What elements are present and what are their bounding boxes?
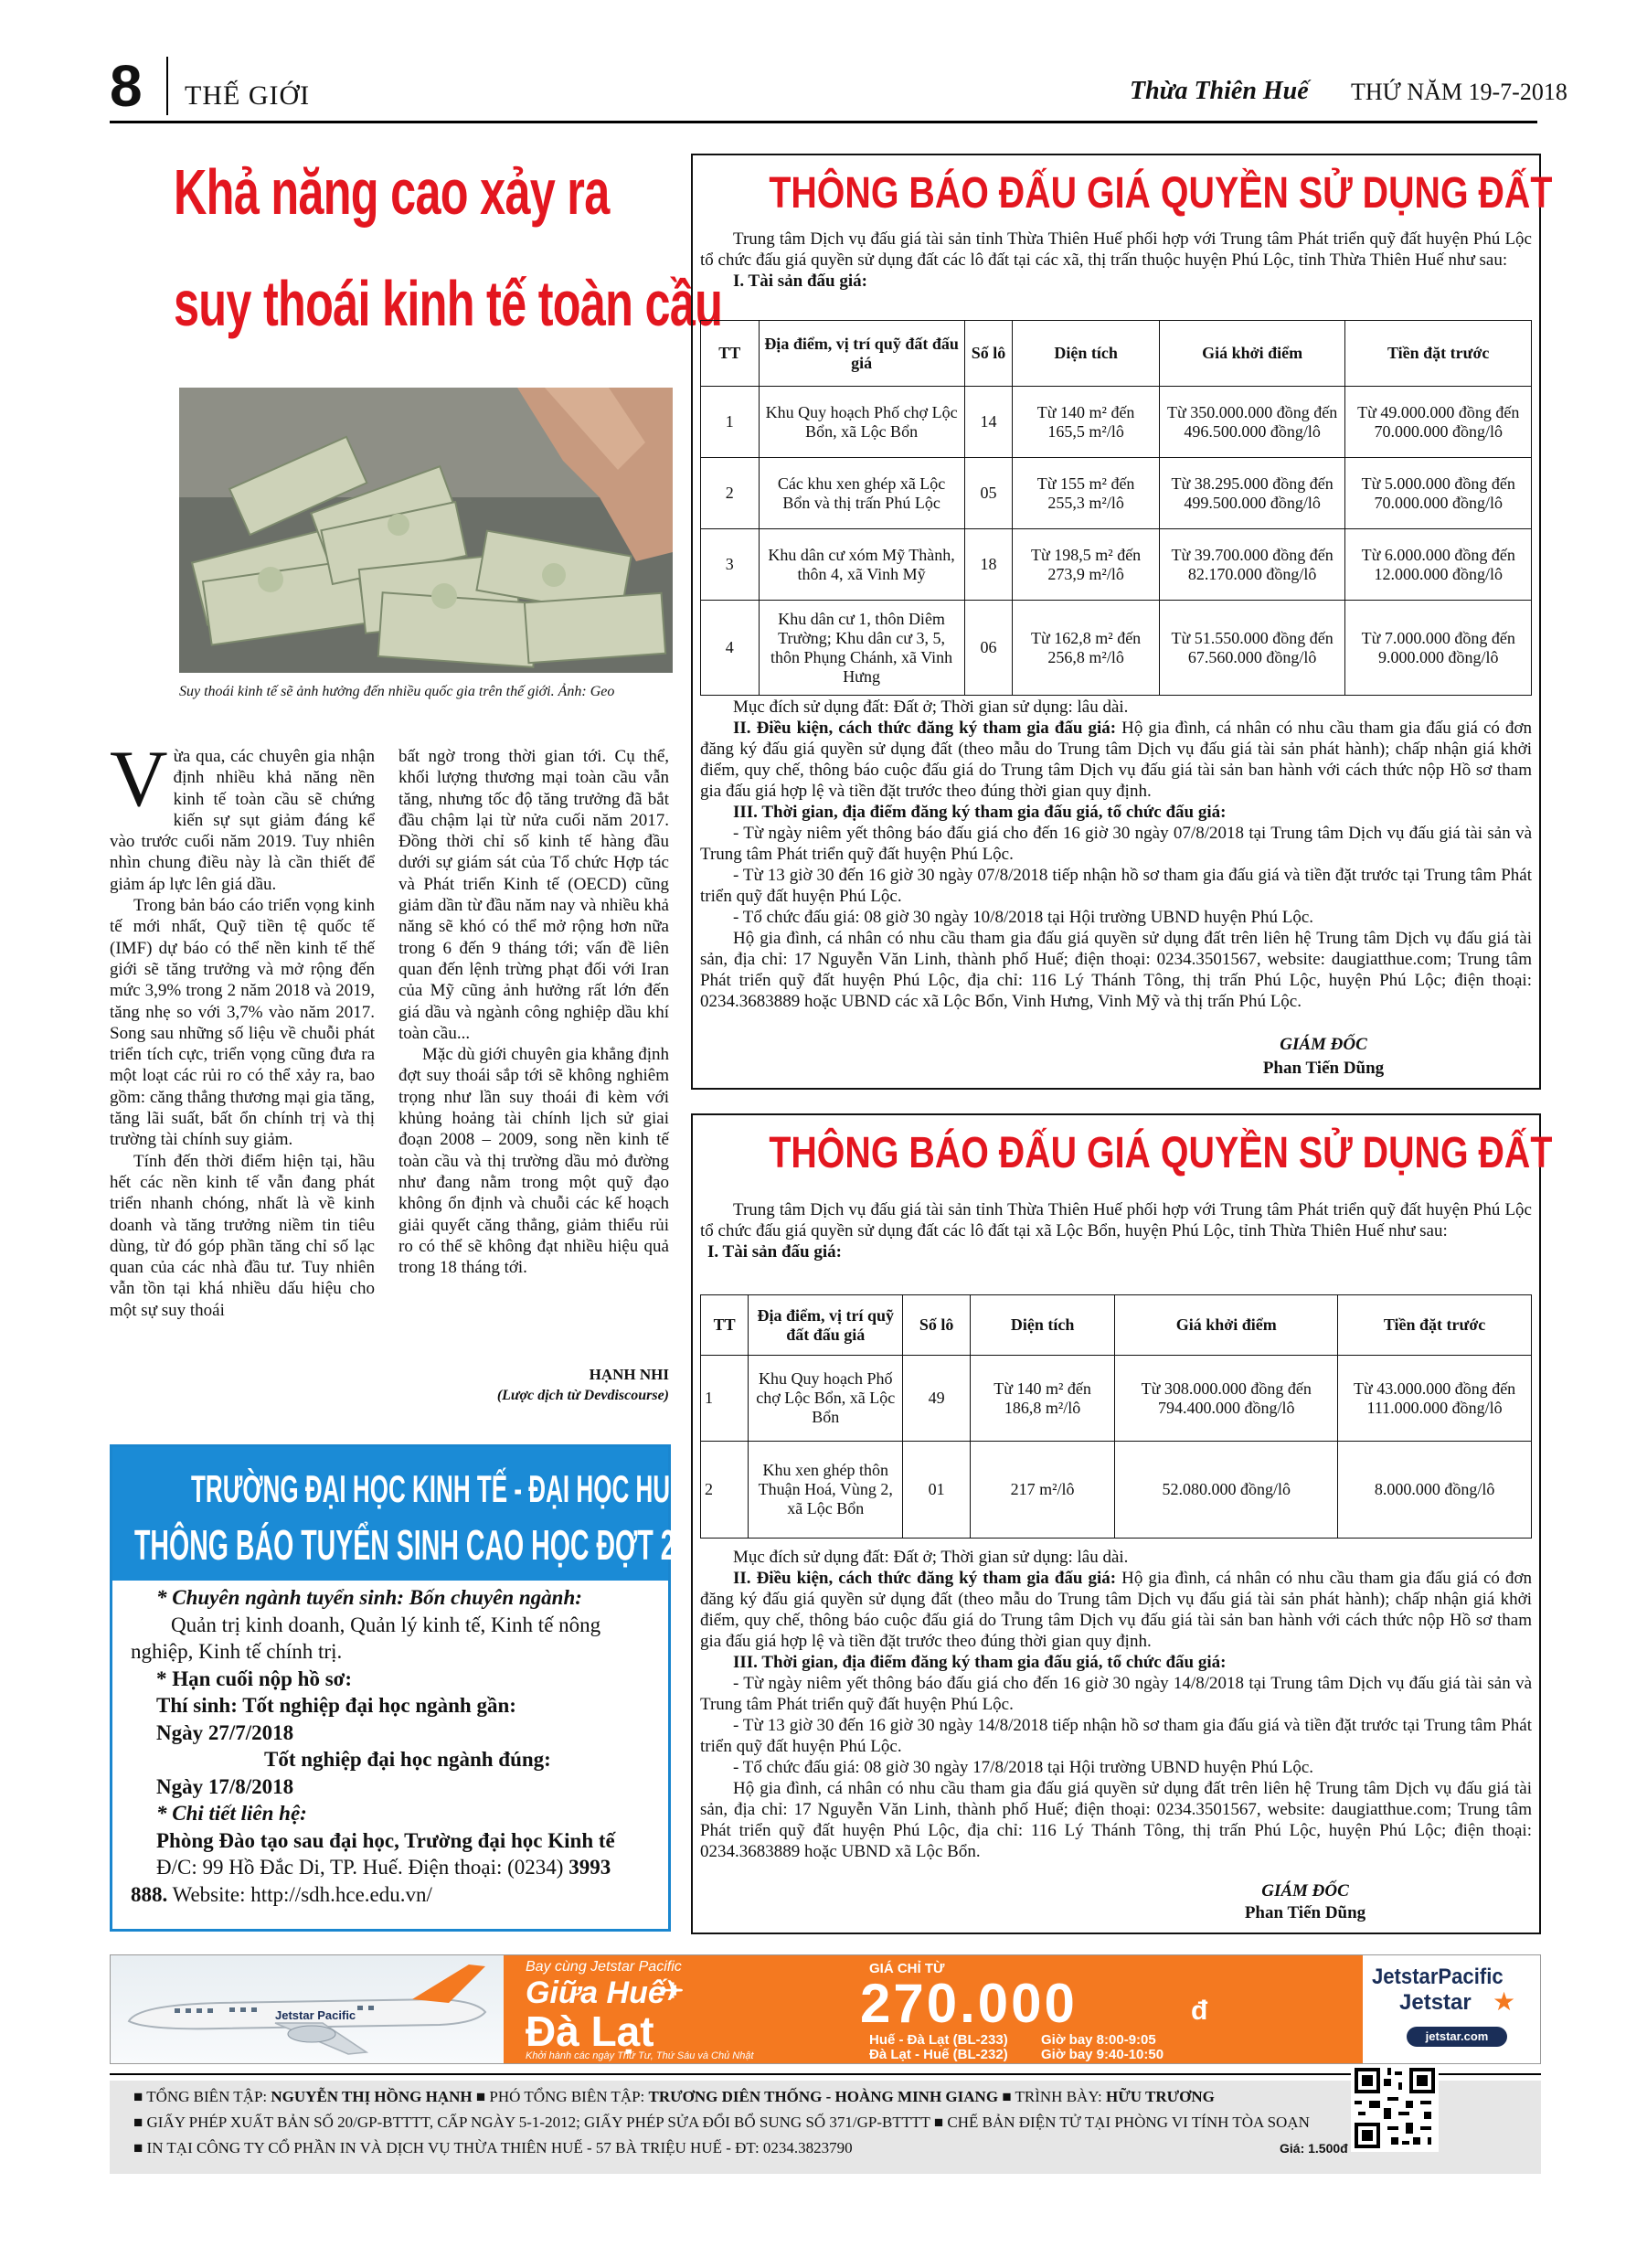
notice-bullet: - Từ 13 giờ 30 đến 16 giờ 30 ngày 07/8/2018 tiếp nhận hồ sơ tham gia đấu giá và tiền đặt trước tại Trung tâm Phát triển quỹ đất huyện Phú Lộc. <box>700 866 1532 906</box>
article-paragraph: Tính đến thời điểm hiện tại, hầu hết các nền kinh tế vẫn đang phát triển nhanh chóng, nhất là về kinh doanh và tăng trưởng niềm tin tiêu dùng, từ đó góp phần tăng chỉ số lạc quan của các nhà đầu tư. Tuy nhiên vẫn tồn tại khá nhiều dấu hiệu cho một sự suy thoái <box>110 1151 375 1320</box>
ad-price: 270.000 <box>860 1973 1078 2034</box>
issue-date: THỨ NĂM 19-7-2018 <box>1351 79 1567 105</box>
notice-intro: Trung tâm Dịch vụ đấu giá tài sản tỉnh Thừa Thiên Huế phối hợp với Trung tâm Phát triển quỹ đất huyện Phú Lộc tổ chức đấu giá quyền sử dụng đất các lô đất tại xã Lộc Bổn, huyện Phú Lộc, tỉnh Thừa Thiên Huế như sau: <box>700 1200 1532 1240</box>
notice-section-1: I. Tài sản đấu giá: <box>733 272 867 291</box>
table-row <box>701 529 1532 601</box>
footer-imprint: ■ TỔNG BIÊN TẬP: NGUYỄN THỊ HỒNG HẠNH ■ PHÓ TỔNG BIÊN TẬP: TRƯƠNG DIÊN THỐNG - HOÀNG MINH GIANG ■ TRÌNH BÀY: HỮU TRƯƠNG ■ GIẤY PHÉP XUẤT BẢN SỐ 20/GP-BTTTT, CẤP NGÀY 5-1-2012; GIẤY PHÉP SỬA ĐỔI BỔ SUNG SỐ 371/GP-BTTTT ■ CHẾ BẢN ĐIỆN TỬ TẠI PHÒNG VI TÍNH TÒA SOẠN ■ IN TẠI CÔNG TY CỔ PHẦN IN VÀ DỊCH VỤ THỪA THIÊN HUẾ - 57 BÀ TRIỆU HUẾ - ĐT: 0234.3823790 <box>110 2081 1541 2174</box>
table-cell: 4 <box>701 601 760 696</box>
ad-promo <box>504 1955 1363 2063</box>
ad-line: * Chi tiết liên hệ: <box>156 1802 307 1825</box>
table-header: Số lô <box>903 1295 970 1356</box>
table-cell: 52.080.000 đồng/lô <box>1115 1442 1338 1539</box>
table-row <box>701 387 1532 458</box>
table-cell: Khu Quy hoạch Phố chợ Lộc Bổn, xã Lộc Bổn <box>749 1356 903 1442</box>
ad-line: Ngày 17/8/2018 <box>156 1774 294 1798</box>
notice-section-2: II. Điều kiện, cách thức đăng ký tham gia đấu giá: <box>733 719 1117 738</box>
ad-banner <box>112 1447 807 1581</box>
table-cell: 2 <box>701 1442 749 1539</box>
table-header: Giá khởi điểm <box>1159 321 1345 387</box>
notice-title: THÔNG BÁO ĐẤU GIÁ QUYỀN SỬ DỤNG ĐẤT <box>769 169 1553 218</box>
notice-section-3: III. Thời gian, địa điểm đăng ký tham gia đấu giá, tổ chức đấu giá: <box>733 1653 1227 1672</box>
ad-tagline: Bay cùng Jetstar Pacific <box>526 1959 682 1975</box>
table-cell: 01 <box>903 1442 970 1539</box>
ad-currency: đ <box>1191 1996 1208 2026</box>
table-cell: 06 <box>964 601 1013 696</box>
table-cell: Từ 5.000.000 đồng đến 70.000.000 đồng/lô <box>1345 458 1532 529</box>
ad-website: Website: http://sdh.hce.edu.vn/ <box>167 1882 432 1906</box>
headline-line-2: suy thoái kinh tế toàn cầu <box>174 268 723 339</box>
signature-name: Phan Tiến Dũng <box>1262 1059 1385 1078</box>
byline: HẠNH NHI <box>589 1366 669 1383</box>
table-header: Địa điểm, vị trí quỹ đất đấu giá <box>749 1295 903 1356</box>
qr-code <box>1351 2064 1439 2152</box>
footer-printer: IN TẠI CÔNG TY CỔ PHẦN IN VÀ DỊCH VỤ THỪA THIÊN HUẾ - 57 BÀ TRIỆU HUẾ - ĐT: 0234.3823790 <box>146 2139 853 2156</box>
masthead: Thừa Thiên Huế <box>1130 77 1309 105</box>
ad-line: Quản trị kinh doanh, Quản lý kinh tế, Kinh tế nông <box>171 1613 601 1636</box>
notice-contact: Hộ gia đình, cá nhân có nhu cầu tham gia đấu giá quyền sử dụng đất trên liên hệ Trung tâm Dịch vụ đấu giá tài sản, địa chỉ: 17 Nguyễn Văn Linh, thành phố Huế; điện thoại: 0234.3501567, website: daugiatthue.com; Trung tâm Phát triển quỹ đất huyện Phú Lộc, địa chỉ: 116 Lý Thánh Tông, thị trấn Phú Lộc, huyện Phú Lộc; điện thoại: 0234.3683889 hoặc UBND các xã Lộc Bổn, Vinh Hưng, Vinh Mỹ và thị trấn Phú Lộc. <box>700 929 1532 1011</box>
table-cell: Khu dân cư 1, thôn Diêm Trường; Khu dân cư 3, 5, thôn Phụng Chánh, xã Vinh Hưng <box>759 601 964 696</box>
footer-editor: NGUYỄN THỊ HỒNG HẠNH <box>271 2088 473 2105</box>
star-icon: ★ <box>1493 1988 1516 2017</box>
plane-livery-text: Jetstar Pacific <box>275 2008 356 2022</box>
notice-title: THÔNG BÁO ĐẤU GIÁ QUYỀN SỬ DỤNG ĐẤT <box>769 1129 1553 1177</box>
ad-line: * Chuyên ngành tuyển sinh: Bốn chuyên ngành: <box>156 1586 582 1609</box>
article-paragraph: ừa qua, các chuyên gia nhận định nhiều khả năng nền kinh tế toàn cầu sẽ chứng kiến sự sụt giảm đáng kể vào trước cuối năm 2019. Tuy nhiên nhìn chung điều này là cần thiết để giảm áp lực lên giá dầu. <box>110 747 375 894</box>
table-header: Địa điểm, vị trí quỹ đất đấu giá <box>759 321 964 387</box>
table-cell: 2 <box>701 458 760 529</box>
table-header: TT <box>701 1295 749 1356</box>
table-cell: Từ 162,8 m² đến 256,8 m²/lô <box>1013 601 1159 696</box>
jetstar-website: jetstar.com <box>1407 2027 1507 2047</box>
plane-icon: ✈ <box>661 1976 685 2007</box>
section-name: THẾ GIỚI <box>185 80 311 111</box>
ad-title-announcement: THÔNG BÁO TUYỂN SINH CAO HỌC ĐỢT 2 NĂM 2018 <box>134 1521 807 1569</box>
ad-leg-2: Đà Lạt - Huế (BL-232) <box>869 2047 1008 2062</box>
ad-line: Ngày 27/7/2018 <box>156 1720 294 1744</box>
table-header: Tiền đặt trước <box>1345 321 1532 387</box>
ad-line: Phòng Đào tạo sau đại học, Trường đại học Kinh tế <box>156 1828 615 1852</box>
table-header: TT <box>701 321 760 387</box>
table-cell: 1 <box>701 387 760 458</box>
notice-purpose: Mục đích sử dụng đất: Đất ở; Thời gian sử dụng: lâu dài. <box>733 697 1129 717</box>
table-cell: 8.000.000 đồng/lô <box>1338 1442 1532 1539</box>
ad-line: * Hạn cuối nộp hồ sơ: <box>156 1666 353 1690</box>
notice-purpose: Mục đích sử dụng đất: Đất ở; Thời gian sử dụng: lâu dài. <box>733 1548 1129 1567</box>
table-cell: Từ 140 m² đến 165,5 m²/lô <box>1013 387 1159 458</box>
table-cell: Từ 7.000.000 đồng đến 9.000.000 đồng/lô <box>1345 601 1532 696</box>
ad-phone-part: 3993 <box>568 1856 611 1879</box>
signature-title: GIÁM ĐỐC <box>1261 1881 1349 1901</box>
table-cell: Khu dân cư xóm Mỹ Thành, thôn 4, xã Vinh Mỹ <box>759 529 964 601</box>
table-cell: Các khu xen ghép xã Lộc Bổn và thị trấn Phú Lộc <box>759 458 964 529</box>
table-cell: Từ 350.000.000 đồng đến 496.500.000 đồng/lô <box>1159 387 1345 458</box>
jetstar-logo-block <box>1363 1955 1541 2063</box>
table-cell: Từ 38.295.000 đồng đến 499.500.000 đồng/lô <box>1159 458 1345 529</box>
ad-leg-1: Huế - Đà Lạt (BL-233) <box>869 2032 1008 2048</box>
ad-title-university: TRƯỜNG ĐẠI HỌC KINH TẾ - ĐẠI HỌC HUẾ <box>191 1467 686 1510</box>
jetstar-ad <box>110 1954 1541 2064</box>
ad-leg-2-time: Giờ bay 9:40-10:50 <box>1041 2047 1164 2062</box>
table-header: Tiền đặt trước <box>1338 1295 1532 1356</box>
issue-price: Giá: 1.500đ <box>1280 2141 1348 2156</box>
ad-line: nghiệp, Kinh tế chính trị. <box>131 1640 343 1663</box>
table-cell: 49 <box>903 1356 970 1442</box>
table-cell: Từ 43.000.000 đồng đến 111.000.000 đồng/lô <box>1338 1356 1532 1442</box>
table-header: Giá khởi điểm <box>1115 1295 1338 1356</box>
ad-route-2: Đà Lạt <box>526 2007 654 2055</box>
notice-bullet: - Từ 13 giờ 30 đến 16 giờ 30 ngày 14/8/2018 tiếp nhận hồ sơ tham gia đấu giá và tiền đặt trước tại Trung tâm Phát triển quỹ đất huyện Phú Lộc. <box>700 1716 1532 1756</box>
signature-title: GIÁM ĐỐC <box>1280 1035 1367 1054</box>
notice-conditions: Hộ gia đình, cá nhân có nhu cầu tham gia đấu giá có đơn đăng ký đấu giá quyền sử dụng đất (theo mẫu do Trung tâm Dịch vụ đấu giá tài sản phát hành); chấp nhận giá khởi điểm, quy chế, thông báo cuộc đấu giá do Trung tâm Dịch vụ đấu giá tài sản ban hành với cách thức nộp Hồ sơ tham gia đấu giá hợp lệ và tiền đặt trước theo đúng thời gian quy định. <box>700 719 1532 801</box>
ad-route-1: Giữa Huế <box>526 1975 665 2010</box>
table-row <box>701 458 1532 529</box>
ad-days: Khởi hành các ngày Thứ Tư, Thứ Sáu và Chủ Nhật <box>526 2050 754 2061</box>
notice-bullet: - Tổ chức đấu giá: 08 giờ 30 ngày 17/8/2018 tại Hội trường UBND huyện Phú Lộc. <box>733 1758 1314 1777</box>
article-column-2 <box>398 746 669 1278</box>
photo-caption: Suy thoái kinh tế sẽ ảnh hưởng đến nhiều quốc gia trên thế giới. Ảnh: Geo <box>179 684 615 699</box>
auction-table-2 <box>700 1294 1532 1539</box>
notice-contact: Hộ gia đình, cá nhân có nhu cầu tham gia đấu giá quyền sử dụng đất trên liên hệ Trung tâm Dịch vụ đấu giá tài sản, địa chỉ: 17 Nguyễn Văn Linh, thành phố Huế; điện thoại: 0234.3501567, website: daugiatthue.com; Trung tâm Phát triển quỹ đất huyện Phú Lộc, địa chỉ: 116 Lý Thánh Tông, thị trấn Phú Lộc, huyện Phú Lộc; điện thoại: 0234.3683889 hoặc UBND xã Lộc Bổn. <box>700 1779 1532 1861</box>
brand-jetstar-pacific: JetstarPacific <box>1372 1965 1504 1989</box>
table-cell: Khu xen ghép thôn Thuận Hoá, Vùng 2, xã Lộc Bổn <box>749 1442 903 1539</box>
brand-jetstar: Jetstar <box>1399 1990 1472 2015</box>
article-column-1 <box>110 735 375 1321</box>
notice-section-1: I. Tài sản đấu giá: <box>707 1242 842 1262</box>
table-cell: 1 <box>701 1356 749 1442</box>
ad-line: Thí sinh: Tốt nghiệp đại học ngành gần: <box>156 1694 516 1717</box>
header-rule <box>110 121 1537 123</box>
notice-bullet: - Từ ngày niêm yết thông báo đấu giá cho đến 16 giờ 30 ngày 07/8/2018 tại Trung tâm Dịch vụ đấu giá tài sản và Trung tâm Phát triển quỹ đất huyện Phú Lộc. <box>700 824 1532 864</box>
table-cell: Khu Quy hoạch Phố chợ Lộc Bổn, xã Lộc Bổn <box>759 387 964 458</box>
airplane-image <box>111 1955 504 2063</box>
table-cell: Từ 6.000.000 đồng đến 12.000.000 đồng/lô <box>1345 529 1532 601</box>
ad-price-label: GIÁ CHỈ TỪ <box>869 1961 945 1976</box>
ad-phone-part: 888. <box>131 1882 168 1906</box>
footer-label: ■ TRÌNH BÀY: <box>998 2088 1107 2105</box>
auction-notice-1 <box>691 154 1553 1090</box>
header-separator <box>166 57 168 115</box>
university-admission-ad <box>110 1444 807 1932</box>
table-cell: Từ 198,5 m² đến 273,9 m²/lô <box>1013 529 1159 601</box>
ad-line: Đ/C: 99 Hồ Đắc Di, TP. Huế. Điện thoại: (0234) <box>156 1856 569 1879</box>
table-row <box>701 601 1532 696</box>
ad-line: Tốt nghiệp đại học ngành đúng: <box>264 1748 551 1771</box>
footer-label: ■ PHÓ TỔNG BIÊN TẬP: <box>472 2088 649 2105</box>
article-source: (Lược dịch từ Devdiscourse) <box>496 1388 669 1403</box>
footer-label: TỔNG BIÊN TẬP: <box>146 2088 271 2105</box>
auction-notice-2 <box>691 1113 1553 1934</box>
footer-license: GIẤY PHÉP XUẤT BẢN SỐ 20/GP-BTTTT, CẤP NGÀY 5-1-2012; GIẤY PHÉP SỬA ĐỔI BỔ SUNG SỐ 371/GP-BTTTT ■ CHẾ BẢN ĐIỆN TỬ TẠI PHÒNG VI TÍNH TÒA SOẠN <box>146 2114 1310 2131</box>
table-cell: Từ 39.700.000 đồng đến 82.170.000 đồng/lô <box>1159 529 1345 601</box>
table-cell: Từ 155 m² đến 255,3 m²/lô <box>1013 458 1159 529</box>
table-row <box>701 1356 1532 1442</box>
table-cell: 18 <box>964 529 1013 601</box>
table-cell: Từ 51.550.000 đồng đến 67.560.000 đồng/lô <box>1159 601 1345 696</box>
footer-rule <box>110 2073 1541 2075</box>
notice-bullet: - Tổ chức đấu giá: 08 giờ 30 ngày 10/8/2018 tại Hội trường UBND huyện Phú Lộc. <box>733 908 1314 927</box>
auction-table-1 <box>700 320 1532 696</box>
ad-body <box>122 1584 659 1908</box>
table-header: Số lô <box>964 321 1013 387</box>
table-row <box>701 1442 1532 1539</box>
table-cell: 217 m²/lô <box>970 1442 1115 1539</box>
ad-leg-1-time: Giờ bay 8:00-9:05 <box>1041 2032 1156 2048</box>
drop-cap: V <box>110 735 168 824</box>
notice-section-2: II. Điều kiện, cách thức đăng ký tham gia đấu giá: <box>733 1569 1117 1588</box>
article-paragraph: Trong bản báo cáo triển vọng kinh tế mới nhất, Quỹ tiền tệ quốc tế (IMF) dự báo có thể nền kinh tế thế giới sẽ tăng trưởng và mở rộng đến mức 3,9% trong 2 năm 2018 và 2019, tăng nhẹ so với 3,7% vào năm 2017. Song sau những số liệu về chuỗi phát triển tích cực, triển vọng cũng đưa ra một loạt các rủi ro có thể xảy ra, bao gồm: căng thẳng thương mại gia tăng, tăng lãi suất, bất ổn chính trị và thị trường tài chính suy giảm. <box>110 896 375 1150</box>
notice-bullet: - Từ ngày niêm yết thông báo đấu giá cho đến 16 giờ 30 ngày 14/8/2018 tại Trung tâm Dịch vụ đấu giá tài sản và Trung tâm Phát triển quỹ đất huyện Phú Lộc. <box>700 1674 1532 1714</box>
page-number: 8 <box>110 53 143 119</box>
headline-line-1: Khả năng cao xảy ra <box>174 156 610 228</box>
footer-deputy-editors: TRƯƠNG DIÊN THỐNG - HOÀNG MINH GIANG <box>648 2088 999 2105</box>
footer-designer: HỮU TRƯƠNG <box>1106 2088 1215 2105</box>
table-cell: 3 <box>701 529 760 601</box>
article-paragraph: bất ngờ trong thời gian tới. Cụ thể, khối lượng thương mại toàn cầu vẫn tăng, nhưng tốc độ tăng trưởng đã bắt đầu chậm lại từ nửa cuối năm 2017. Đồng thời chỉ số kinh tế hàng đầu dưới sự giám sát của Tổ chức Hợp tác và Phát triển Kinh tế (OECD) cũng giảm dần từ đầu năm nay và nhiều khả năng sẽ khó có thể mở rộng hơn nữa trong 6 đến 9 tháng tới; vấn đề liên quan đến lệnh trừng phạt đối với Iran của Mỹ cũng ảnh hưởng rất lớn đến giá dầu và ngành công nghiệp dầu khí toàn cầu... <box>398 747 669 1043</box>
table-cell: 14 <box>964 387 1013 458</box>
table-cell: Từ 49.000.000 đồng đến 70.000.000 đồng/lô <box>1345 387 1532 458</box>
table-cell: 05 <box>964 458 1013 529</box>
table-cell: Từ 308.000.000 đồng đến 794.400.000 đồng/lô <box>1115 1356 1338 1442</box>
table-cell: Từ 140 m² đến 186,8 m²/lô <box>970 1356 1115 1442</box>
table-header: Diện tích <box>1013 321 1159 387</box>
table-header: Diện tích <box>970 1295 1115 1356</box>
article-paragraph: Mặc dù giới chuyên gia khẳng định đợt suy thoái sắp tới sẽ không nghiêm trọng như lần suy thoái đi kèm với khủng hoảng tài chính lịch sử giai đoạn 2008 – 2009, song nền kinh tế toàn cầu và thị trường dầu mỏ đường như đang nằm trong một quỹ đạo không ổn định và chuỗi các kế hoạch giải quyết căng thẳng, giảm thiểu rủi ro có thể sẽ không đạt nhiều hiệu quả trong 18 tháng tới. <box>398 1045 669 1278</box>
signature-name: Phan Tiến Dũng <box>1244 1903 1366 1922</box>
notice-conditions: Hộ gia đình, cá nhân có nhu cầu tham gia đấu giá có đơn đăng ký đấu giá quyền sử dụng đất (theo mẫu do Trung tâm Dịch vụ đấu giá tài sản phát hành); chấp nhận giá khởi điểm, quy chế, thông báo cuộc đấu giá do Trung tâm Dịch vụ đấu giá tài sản ban hành với cách thức nộp Hồ sơ tham gia đấu giá hợp lệ và tiền đặt trước theo đúng thời gian quy định. <box>700 1569 1532 1651</box>
notice-section-3: III. Thời gian, địa điểm đăng ký tham gia đấu giá, tổ chức đấu giá: <box>733 803 1227 822</box>
money-photo <box>179 388 673 673</box>
notice-intro: Trung tâm Dịch vụ đấu giá tài sản tỉnh Thừa Thiên Huế phối hợp với Trung tâm Phát triển quỹ đất huyện Phú Lộc tổ chức đấu giá quyền sử dụng đất các lô đất tại các xã, thị trấn thuộc huyện Phú Lộc, tỉnh Thừa Thiên Huế như sau: <box>700 229 1532 270</box>
